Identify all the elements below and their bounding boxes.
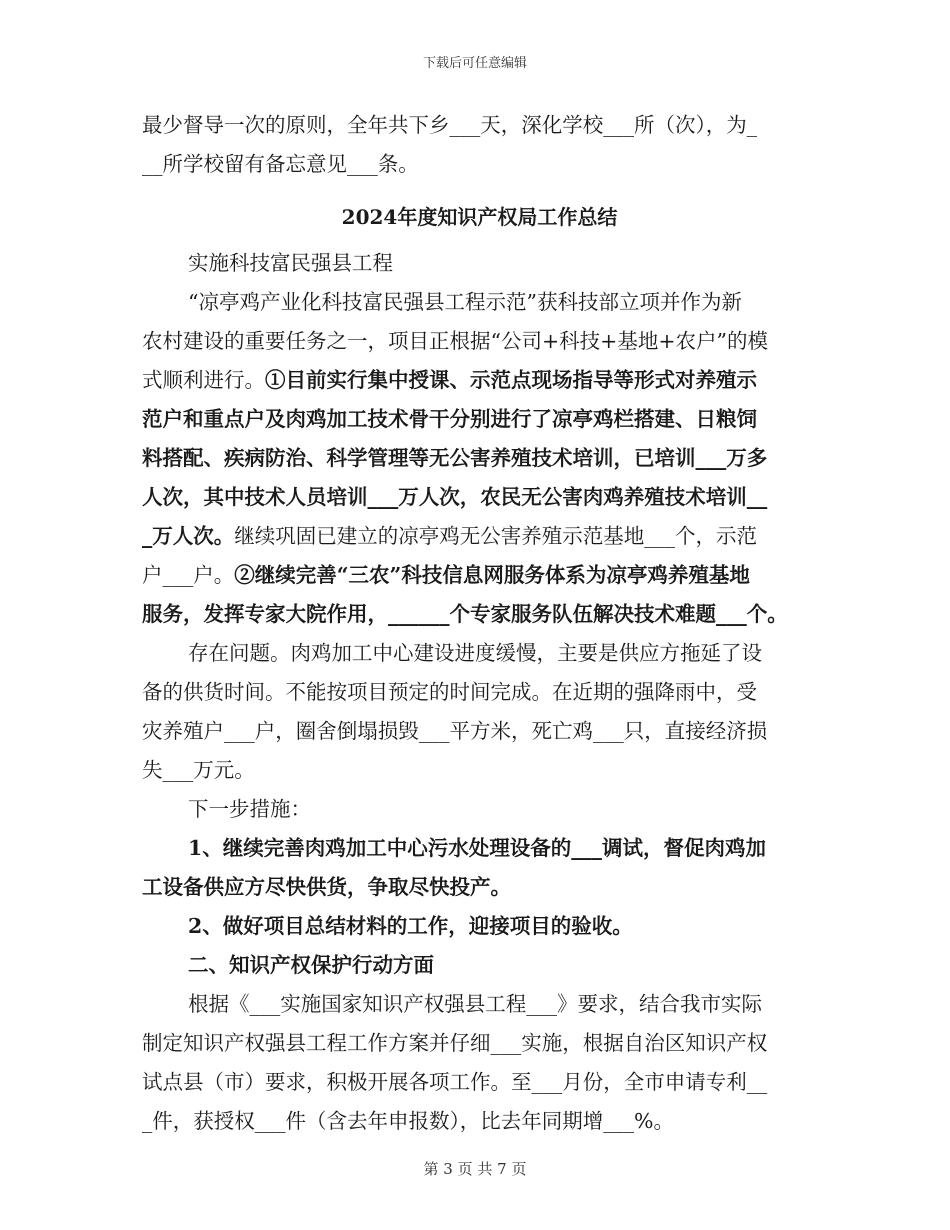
- bold-text-run: ①目前实行集中授课、示范点现场指导等形式对养殖示: [265, 368, 757, 392]
- bold-text-run: ②继续完善“三农”科技信息网服务体系为凉亭鸡养殖基地: [234, 563, 750, 587]
- paragraph-line: “凉亭鸡产业化科技富民强县工程示范”获科技部立项并作为新: [188, 290, 742, 314]
- paragraph-line: [142, 361, 817, 400]
- list-item: 1、继续完善肉鸡加工中心污水处理设备的___调试，督促肉鸡加: [188, 836, 767, 860]
- intro-line: 最少督导一次的原则，全年共下乡___天，深化学校___所（次），为_: [142, 113, 757, 137]
- document-body: [142, 106, 817, 1141]
- paragraph-line: 料搭配、疾病防治、科学管理等无公害养殖技术培训，已培训___万多: [142, 446, 768, 470]
- paragraph-line: 人次，其中技术人员培训___万人次，农民无公害肉鸡养殖技术培训__: [142, 485, 768, 509]
- paragraph-line: 根据《___实施国家知识产权强县工程___》要求，结合我市实际: [188, 992, 762, 1016]
- paragraph-line: 制定知识产权强县工程工作方案并仔细___实施，根据自治区知识产权: [142, 1031, 768, 1055]
- list-item-continuation: 工设备供应方尽快供货，争取尽快投产。: [142, 875, 511, 899]
- text-run: 式顺利进行。: [142, 368, 265, 392]
- paragraph-line: 农村建设的重要任务之一，项目正根据“公司+科技+基地+农户”的模: [142, 329, 768, 353]
- paragraph-line: 服务，发挥专家大院作用，______个专家服务队伍解决技术难题___个。: [142, 602, 788, 626]
- section-heading: 实施科技富民强县工程: [188, 251, 393, 275]
- paragraph-line: 灾养殖户___户，圈舍倒塌损毁___平方米，死亡鸡___只，直接经济损: [142, 719, 768, 743]
- text-run: 继续巩固已建立的凉亭鸡无公害养殖示范基地___个，示范: [234, 524, 757, 548]
- paragraph-line: 范户和重点户及肉鸡加工技术骨干分别进行了凉亭鸡栏搭建、日粮饲: [142, 407, 757, 431]
- intro-line: __所学校留有备忘意见___条。: [142, 152, 419, 176]
- list-item: 2、做好项目总结材料的工作，迎接项目的验收。: [188, 914, 633, 938]
- page-header: 下载后可任意编辑: [422, 56, 527, 71]
- subheading: 下一步措施：: [188, 797, 311, 821]
- paragraph-line: 存在问题。肉鸡加工中心建设进度缓慢，主要是供应方拖延了设: [188, 641, 762, 665]
- paragraph-line: 备的供货时间。不能按项目预定的时间完成。在近期的强降雨中，受: [142, 680, 757, 704]
- section-heading: 二、知识产权保护行动方面: [188, 953, 434, 977]
- document-title: 2024年度知识产权局工作总结: [341, 205, 618, 229]
- paragraph-line: _件，获授权___件（含去年申报数），比去年同期增___%。: [142, 1109, 674, 1133]
- text-run: 户___户。: [142, 563, 235, 587]
- paragraph-line: 失___万元。: [142, 758, 255, 782]
- paragraph-line: 试点县（市）要求，积极开展各项工作。至___月份，全市申请专利__: [142, 1070, 768, 1094]
- page-footer: 第 3 页 共 7 页: [423, 1160, 527, 1178]
- paragraph-line: [142, 517, 817, 556]
- bold-text-run: _万人次。: [142, 524, 235, 548]
- paragraph-line: [142, 556, 817, 595]
